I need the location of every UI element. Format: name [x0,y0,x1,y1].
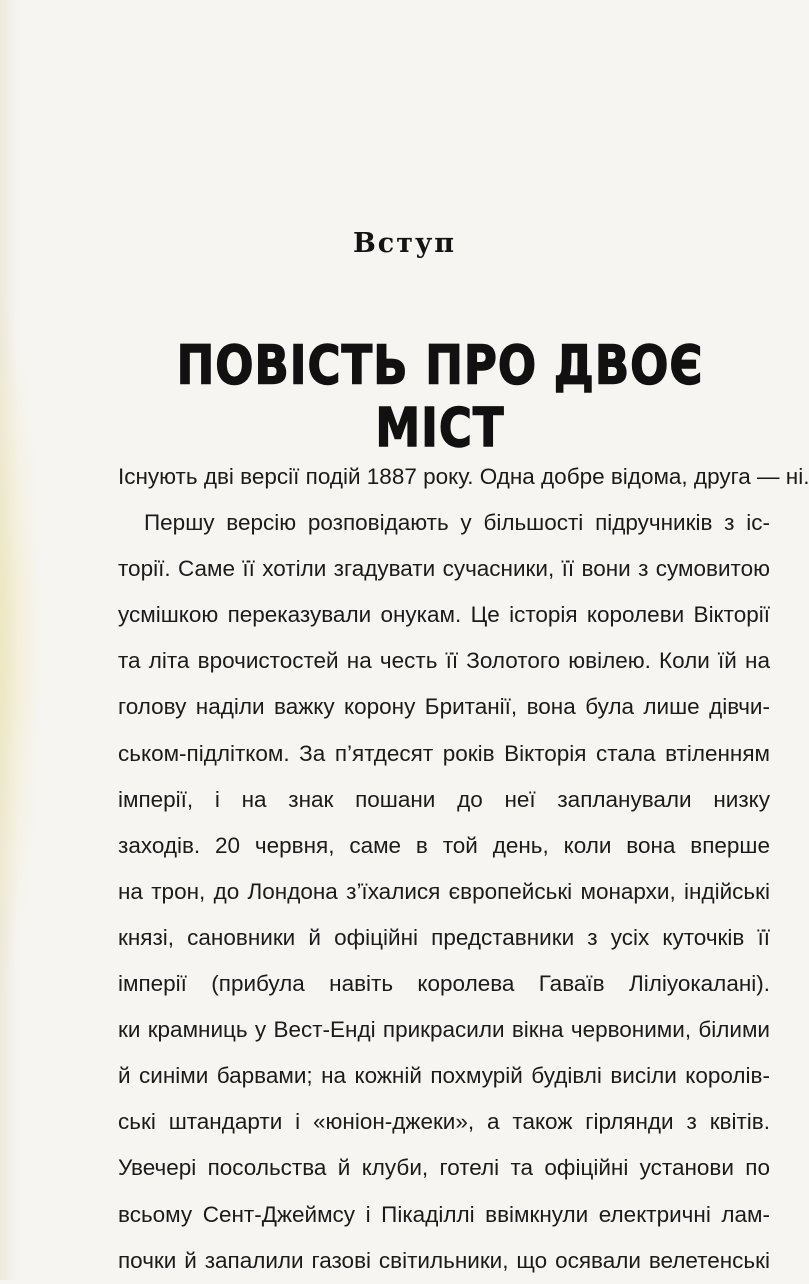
text-line: всьому Сент-Джеймсу і Пікаділлі ввімкнули електричні лам- [118,1201,770,1227]
text-line: усмішкою переказували онукам. Це історія королеви Вікторії [118,602,770,628]
section-label: Вступ [352,228,457,259]
text-line: Існують дві версії подій 1887 року. Одна добре відома, друга — ні. [118,464,809,489]
text-line: ськом-підлітком. За п’ятдесят років Вікторія стала втіленням [118,740,770,766]
text-line: імперії, і на знак пошани до неї запланували низку [118,786,770,812]
text-line: почки й запалили газові світильники, що осявали велетенські [118,1247,770,1273]
text-line: на трон, до Лондона з’їхалися європейські монархи, індійські [118,878,770,904]
body-text [118,454,809,1284]
text-line: Увечері посольства й клуби, готелі та офіційні установи по [118,1155,770,1181]
text-line: ки крамниць у Вест-Енді прикрасили вікна червоними, білими [118,1017,770,1043]
text-line: заходів. 20 червня, саме в той день, коли вона вперше [118,832,770,858]
text-line: торії. Саме її хотіли згадувати сучасники, її вони з сумовитою [118,556,770,582]
text-line: імперії (прибула навіть королева Гаваїв Ліліуокалані). [118,971,770,997]
text-line: Першу версію розповідають у більшості підручників з іс- [144,510,770,536]
text-line: й синіми барвами; на кожній похмурій будівлі висіли королів- [118,1063,770,1089]
chapter-title: ПОВІСТЬ ПРО ДВОЄ МІСТ [176,334,704,460]
text-line: князі, сановники й офіційні представники з усіх куточків її [118,924,770,950]
text-line: та літа врочистостей на честь її Золотого ювілею. Коли їй на [118,648,770,674]
text-line: голову наділи важку корону Британії, вона була лише дівчи- [118,694,770,720]
text-line: ські штандарти і «юніон-джеки», а також гірлянди з квітів. [118,1109,770,1135]
